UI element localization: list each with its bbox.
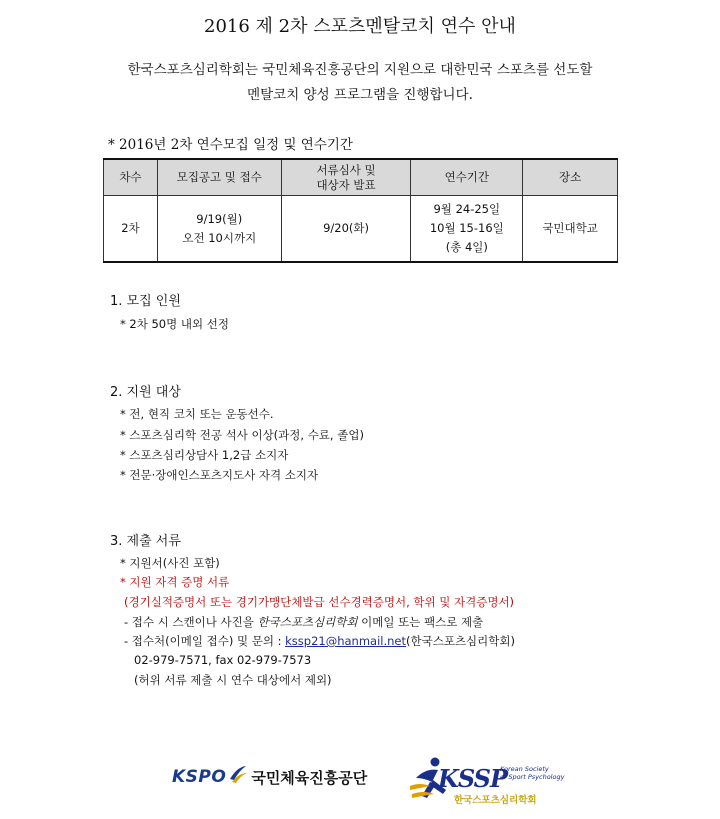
section-3-item-application: * 지원서(사진 포함) <box>120 556 220 570</box>
section-1-item: * 2차 50명 내외 선정 <box>120 317 229 331</box>
header-announce-line2: 대상자 발표 <box>316 177 376 192</box>
header-announce <box>281 159 411 196</box>
cell-recruit-date: 9/19(월) <box>196 211 243 226</box>
kssp-logo <box>408 752 565 808</box>
intro-line-1: 한국스포츠심리학회는 국민체육진흥공단의 지원으로 대한민국 스포츠를 선도할 <box>127 62 593 78</box>
section-3-note: (허위 서류 제출 시 연수 대상에서 제외) <box>134 673 332 687</box>
cell-recruit <box>157 196 281 263</box>
schedule-heading: * 2016년 2차 연수모집 일정 및 연수기간 <box>108 137 353 153</box>
contact-email-link[interactable]: kssp21@hanmail.net <box>285 634 407 648</box>
submit-method-suffix: 이메일 또는 팩스로 제출 <box>357 615 484 629</box>
submit-method-org: 한국스포츠심리학회 <box>257 615 358 629</box>
header-round: 차수 <box>104 159 158 196</box>
header-recruit: 모집공고 및 접수 <box>157 159 281 196</box>
schedule-header-row <box>104 159 618 196</box>
cell-period-line1: 9월 24-25일 <box>433 202 501 216</box>
cell-recruit-time: 오전 10시까지 <box>182 230 257 245</box>
cell-announce: 9/20(화) <box>281 196 411 263</box>
section-2-item: * 스포츠심리학 전공 석사 이상(과정, 수료, 졸업) <box>120 428 364 442</box>
cell-period <box>411 196 523 263</box>
kssp-mark: KSSP <box>438 764 508 793</box>
section-3-credentials-note: (경기실적증명서 또는 경기가맹단체발급 선수경력증명서, 학위 및 자격증명서) <box>124 595 515 609</box>
section-3-contact <box>124 633 515 649</box>
kspo-mark: KSPO <box>172 767 227 787</box>
contact-prefix: - 접수처(이메일 접수) 및 문의 : <box>124 634 286 648</box>
section-3-phone: 02-979-7571, fax 02-979-7573 <box>134 653 312 667</box>
contact-suffix: (한국스포츠심리학회) <box>406 634 515 648</box>
submit-method-prefix: - 접수 시 스캔이나 사진을 <box>124 615 258 629</box>
header-announce-line1: 서류심사 및 <box>316 162 376 177</box>
kssp-english-line2: of Sport Psychology <box>500 773 565 781</box>
section-2-item: * 스포츠심리상담사 1,2급 소지자 <box>120 448 289 462</box>
section-2-title: 2. 지원 대상 <box>110 385 181 400</box>
cell-period-line3: (총 4일) <box>445 240 488 254</box>
kssp-english-line1: Korean Society <box>500 765 549 773</box>
section-3-title: 3. 제출 서류 <box>110 534 181 549</box>
header-place: 장소 <box>523 159 618 196</box>
section-3-item-credentials: * 지원 자격 증명 서류 <box>120 575 230 589</box>
section-3-submit-method <box>124 614 483 630</box>
section-2-item: * 전문·장애인스포츠지도사 자격 소지자 <box>120 468 319 482</box>
header-period: 연수기간 <box>411 159 523 196</box>
kspo-name: 국민체육진흥공단 <box>251 768 368 787</box>
kspo-logo <box>172 762 367 792</box>
section-2-item: * 전, 현직 코치 또는 운동선수. <box>120 407 274 421</box>
kspo-swoosh-icon <box>228 763 248 785</box>
kssp-name: 한국스포츠심리학회 <box>454 795 537 806</box>
schedule-row <box>104 196 618 263</box>
section-1-title: 1. 모집 인원 <box>110 294 181 309</box>
cell-period-line2: 10월 15-16일 <box>429 221 504 235</box>
intro-line-2: 멘탈코치 양성 프로그램을 진행합니다. <box>247 87 473 103</box>
schedule-table <box>103 158 618 263</box>
cell-round: 2차 <box>104 196 158 263</box>
cell-place: 국민대학교 <box>523 196 618 263</box>
page-title: 2016 제 2차 스포츠멘탈코치 연수 안내 <box>204 16 516 37</box>
